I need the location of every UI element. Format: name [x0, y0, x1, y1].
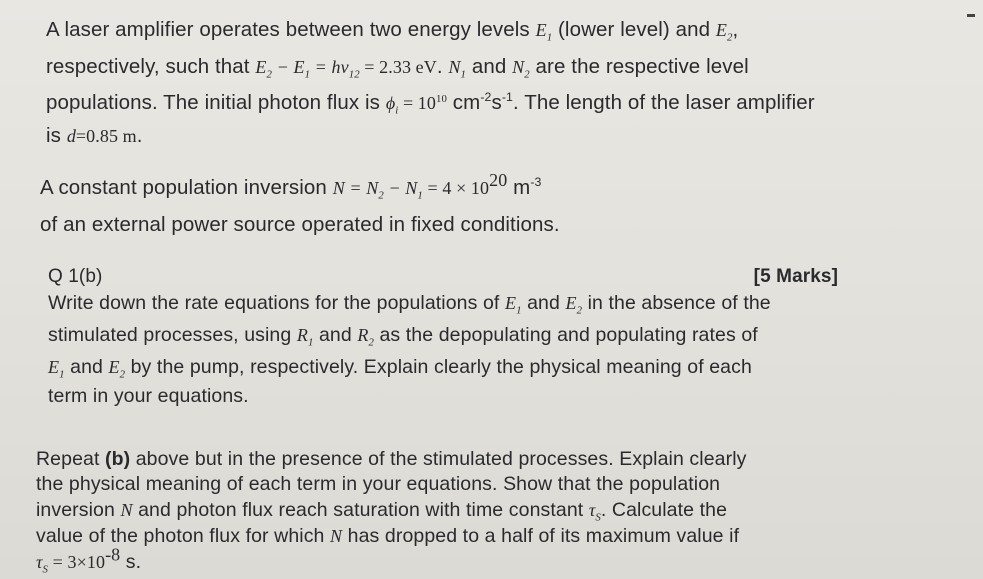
flux-exp: 10: [436, 93, 448, 105]
unit-exp: -3: [530, 175, 542, 190]
text: and: [64, 356, 109, 378]
p2-line2: [40, 213, 560, 237]
unit: cm: [447, 91, 481, 114]
math-N-inversion: $N = N_2 - N_1$: [332, 178, 423, 202]
math-N: N: [120, 500, 133, 520]
math-E1: $E_1$: [48, 357, 65, 381]
math-R2: $R_2$: [357, 325, 374, 349]
text: Write down the rate equations for the populations of: [48, 292, 505, 314]
q-line2: [48, 324, 758, 347]
text: and: [313, 324, 358, 346]
text: A laser amplifier operates between two energy levels: [46, 18, 536, 41]
text: as the depopulating and populating rates of: [373, 324, 758, 346]
unit: s: [491, 91, 502, 114]
text: the physical meaning of each term in your equations. Show that the population: [36, 473, 721, 495]
text: has dropped to a half of its maximum value if: [342, 525, 740, 547]
unit: s.: [120, 551, 142, 573]
inversion-value: = 4 × 10: [422, 178, 490, 198]
math-N: N: [330, 526, 343, 546]
math-E2: $E_2$: [715, 20, 733, 44]
text: term in your equations.: [48, 385, 249, 407]
math-d: d: [66, 126, 76, 146]
math-E2: $E_2$: [108, 357, 126, 381]
text: .: [436, 55, 449, 78]
text: Repeat: [36, 448, 105, 470]
unit-exp: -1: [501, 90, 513, 105]
math-tau-s: $\tau_S$: [588, 500, 601, 524]
flux-value: [403, 93, 447, 113]
text: inversion: [36, 499, 121, 521]
p1-line2: [46, 55, 749, 79]
math-E2: $E_2$: [565, 293, 583, 317]
tau-value: = 3×10: [48, 552, 106, 572]
q-line3: [48, 356, 752, 379]
q-line4: [48, 385, 249, 408]
p3-line2: [36, 473, 720, 496]
text: and: [521, 292, 566, 314]
math-R1: $R_1$: [296, 325, 314, 349]
p1-line1: [46, 18, 738, 42]
question-label: Q 1(b): [48, 266, 103, 287]
math-E1: $E_1$: [504, 293, 522, 317]
text: . The length of the laser amplifier: [512, 91, 815, 114]
p3-line1: [36, 448, 746, 471]
math-E1: $E_1$: [535, 20, 553, 44]
math-tau-s: $\tau_S$: [36, 552, 49, 576]
length-value: =0.85 m: [75, 126, 137, 146]
text: by the pump, respectively. Explain clearly the physical meaning of each: [125, 356, 752, 378]
p1-line4: [46, 124, 143, 148]
p3-line3: [36, 499, 727, 522]
text: and: [466, 55, 513, 78]
text: respectively, such that: [46, 55, 256, 78]
math-N2: $N_2$: [512, 57, 530, 81]
text: (lower level) and: [552, 18, 716, 41]
q-line1: [48, 292, 771, 315]
text: stimulated processes, using: [48, 324, 297, 346]
text: is: [46, 124, 67, 147]
text: are the respective level: [529, 55, 749, 78]
unit: m: [507, 176, 531, 199]
marks-badge: [5 Marks]: [753, 266, 838, 287]
text: and photon flux reach saturation with time constant: [132, 499, 589, 521]
energy-value: = 2.33 eV: [359, 57, 437, 77]
bold-ref: (b): [105, 448, 131, 470]
text: . Calculate the: [600, 499, 728, 521]
unit-exp: -2: [480, 90, 492, 105]
inversion-exp: 20: [489, 170, 508, 191]
text: above but in the presence of the stimulated processes. Explain clearly: [130, 448, 747, 470]
text: of an external power source operated in fixed conditions.: [40, 213, 560, 236]
corner-mark: [967, 14, 975, 17]
math-phi: $\phi_i$: [385, 93, 399, 117]
flux-base: = 10: [402, 93, 437, 113]
math-E2-minus-E1: $E_2 - E_1 = h\nu_{12}$: [255, 57, 360, 81]
question-header: [48, 266, 938, 288]
text: .: [136, 124, 143, 147]
math-N1: $N_1$: [448, 57, 467, 81]
text: ,: [732, 18, 739, 41]
p3-line4: [36, 525, 739, 548]
tau-exp: -8: [105, 544, 121, 565]
p3-line5: [36, 544, 142, 576]
p2-line1: [40, 170, 542, 202]
text: populations. The initial photon flux is: [46, 91, 386, 114]
text: A constant population inversion: [40, 176, 333, 199]
p1-line3: [46, 91, 815, 115]
text: in the absence of the: [582, 292, 771, 314]
text: value of the photon flux for which: [36, 525, 331, 547]
